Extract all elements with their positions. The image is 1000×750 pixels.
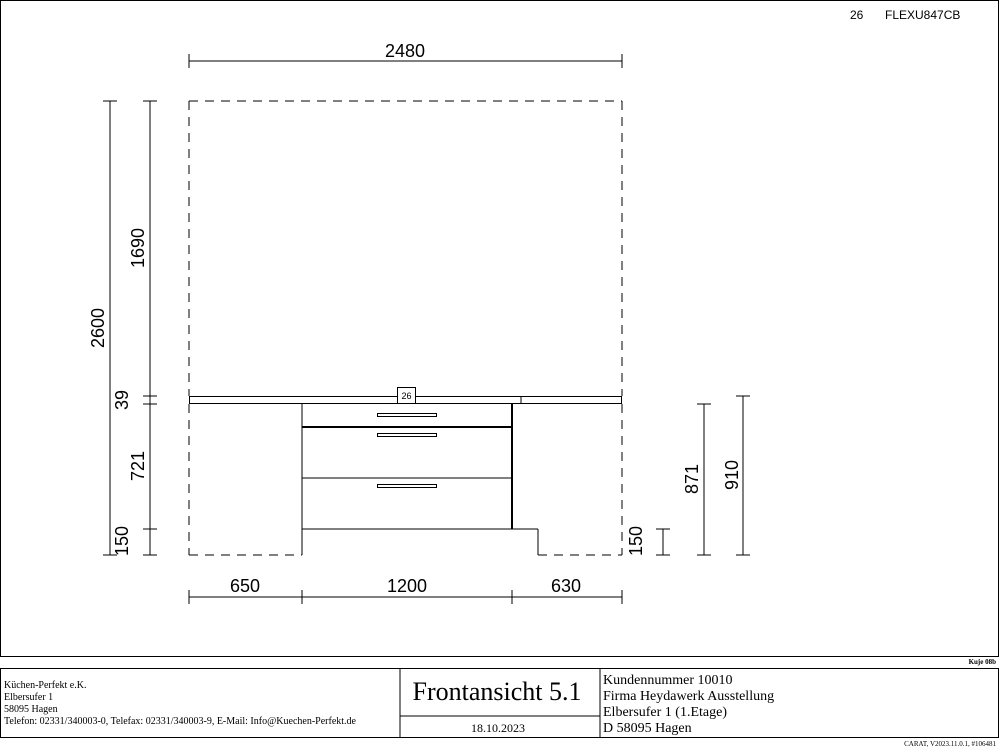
wall-outline: [189, 101, 622, 555]
title-block: [1, 668, 999, 738]
cabinet-number-label: 26: [401, 391, 412, 401]
bottom-dimensions: [189, 576, 622, 604]
company-contact: Telefon: 02331/340003-0, Telefax: 02331/340003-9, E-Mail: Info@Kuechen-Perfekt.de: [4, 716, 356, 727]
dim-right-871: 871: [682, 463, 702, 495]
customer-city: D 58095 Hagen: [603, 721, 692, 736]
dim-left-base: 721: [128, 450, 148, 482]
customer-street: Elbersufer 1 (1.Etage): [603, 705, 727, 720]
drawer-handle: [378, 485, 437, 488]
view-title: Frontansicht 5.1: [412, 677, 582, 706]
left-dimensions: [88, 101, 157, 556]
dim-right-910: 910: [722, 459, 742, 491]
dim-bottom-left: 650: [229, 576, 261, 596]
company-city: 58095 Hagen: [4, 704, 58, 715]
dim-top-width: 2480: [384, 41, 426, 61]
drawing-date: 18.10.2023: [471, 721, 525, 735]
dim-right-plinth: 150: [626, 525, 646, 557]
company-name: Küchen-Perfekt e.K.: [4, 680, 87, 691]
dim-left-total: 2600: [88, 307, 108, 349]
drawing-code: FLEXU847CB: [885, 8, 961, 22]
right-dimensions: [626, 396, 750, 556]
page-number: 26: [850, 8, 864, 22]
dim-left-plinth: 150: [112, 525, 132, 557]
customer-firm: Firma Heydawerk Ausstellung: [603, 689, 775, 704]
drawer-handle: [378, 434, 437, 437]
dim-bottom-center: 1200: [386, 576, 428, 596]
drawer-handle: [378, 414, 437, 417]
dim-left-upper: 1690: [128, 227, 148, 269]
customer-number: Kundennummer 10010: [603, 673, 733, 688]
dim-left-worktop: 39: [112, 389, 132, 411]
software-version: CARAT, V2023.11.0.1, #106481: [904, 740, 996, 748]
drawer-base-cabinet: [302, 404, 538, 555]
top-dimension: [189, 41, 622, 68]
scale-note: Kuje 08b: [968, 658, 996, 666]
cabinet-number-tag: [398, 388, 416, 404]
company-street: Elbersufer 1: [4, 692, 54, 703]
dim-bottom-right: 630: [550, 576, 582, 596]
